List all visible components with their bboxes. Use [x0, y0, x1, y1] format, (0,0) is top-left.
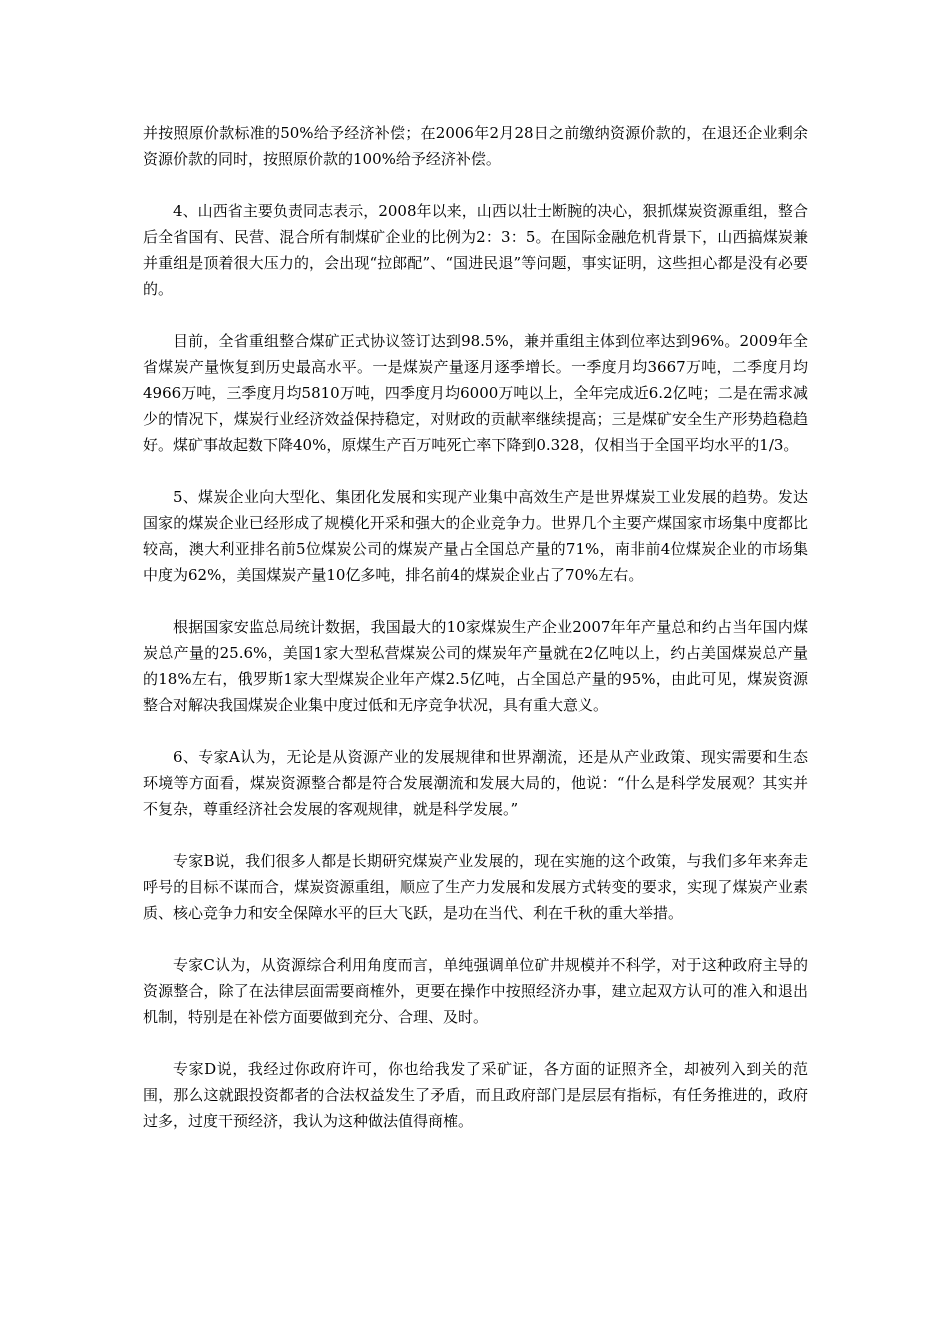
- paragraph-expert-d: 专家D说，我经过你政府许可，你也给我发了采矿证，各方面的证照齐全，却被列入到关的范围，那么这就跟投资都者的合法权益发生了矛盾，而且政府部门是层层有指标，有任务推进的，政府过多，过度干预经济，我认为这种做法值得商榷。: [143, 1060, 808, 1130]
- paragraph-compensation-continued: 并按照原价款标准的50%给予经济补偿；在2006年2月28日之前缴纳资源价款的，在退还企业剩余资源价款的同时，按照原价款的100%给予经济补偿。: [143, 124, 808, 168]
- paragraph-restructuring-progress: 目前，全省重组整合煤矿正式协议签订达到98.5%，兼并重组主体到位率达到96%。2009年全省煤炭产量恢复到历史最高水平。一是煤炭产量逐月逐季增长。一季度月均3667万吨，二季度月均4966万吨，三季度月均5810万吨，四季度月均6000万吨以上，全年完成近6.2亿吨；二是在需求减少的情况下，煤炭行业经济效益保持稳定，对财政的贡献率继续提高；三是煤矿安全生产形势趋稳趋好。煤矿事故起数下降40%，原煤生产百万吨死亡率下降到0.328，仅相当于全国平均水平的1/3。: [143, 332, 808, 454]
- paragraph-industry-concentration: 根据国家安监总局统计数据，我国最大的10家煤炭生产企业2007年年产量总和约占当年国内煤炭总产量的25.6%，美国1家大型私营煤炭公司的煤炭年产量就在2亿吨以上，约占美国煤炭总产量的18%左右，俄罗斯1家大型煤炭企业年产煤2.5亿吨，占全国总产量的95%，由此可见，煤炭资源整合对解决我国煤炭企业集中度过低和无序竞争状况，具有重大意义。: [143, 618, 808, 714]
- paragraph-expert-b: 专家B说，我们很多人都是长期研究煤炭产业发展的，现在实施的这个政策，与我们多年来奔走呼号的目标不谋而合，煤炭资源重组，顺应了生产力发展和发展方式转变的要求，实现了煤炭产业素质、核心竞争力和安全保障水平的巨大飞跃，是功在当代、利在千秋的重大举措。: [143, 852, 808, 922]
- document-body: [143, 120, 808, 1160]
- paragraph-shanxi-official-statement: 4、山西省主要负责同志表示，2008年以来，山西以壮士断腕的决心，狠抓煤炭资源重组，整合后全省国有、民营、混合所有制煤矿企业的比例为2：3：5。在国际金融危机背景下，山西搞煤炭兼并重组是顶着很大压力的，会出现“拉郎配”、“国进民退”等问题，事实证明，这些担心都是没有必要的。: [143, 202, 808, 298]
- paragraph-world-coal-trend: 5、煤炭企业向大型化、集团化发展和实现产业集中高效生产是世界煤炭工业发展的趋势。发达国家的煤炭企业已经形成了规模化开采和强大的企业竞争力。世界几个主要产煤国家市场集中度都比较高，澳大利亚排名前5位煤炭公司的煤炭产量占全国总产量的71%，南非前4位煤炭企业的市场集中度为62%，美国煤炭产量10亿多吨，排名前4的煤炭企业占了70%左右。: [143, 488, 808, 584]
- paragraph-expert-c: 专家C认为，从资源综合利用角度而言，单纯强调单位矿井规模并不科学，对于这种政府主导的资源整合，除了在法律层面需要商榷外，更要在操作中按照经济办事，建立起双方认可的准入和退出机制，特别是在补偿方面要做到充分、合理、及时。: [143, 956, 808, 1026]
- paragraph-expert-a: 6、专家A认为，无论是从资源产业的发展规律和世界潮流，还是从产业政策、现实需要和生态环境等方面看，煤炭资源整合都是符合发展潮流和发展大局的，他说：“什么是科学发展观？其实并不复杂，尊重经济社会发展的客观规律，就是科学发展。”: [143, 748, 808, 818]
